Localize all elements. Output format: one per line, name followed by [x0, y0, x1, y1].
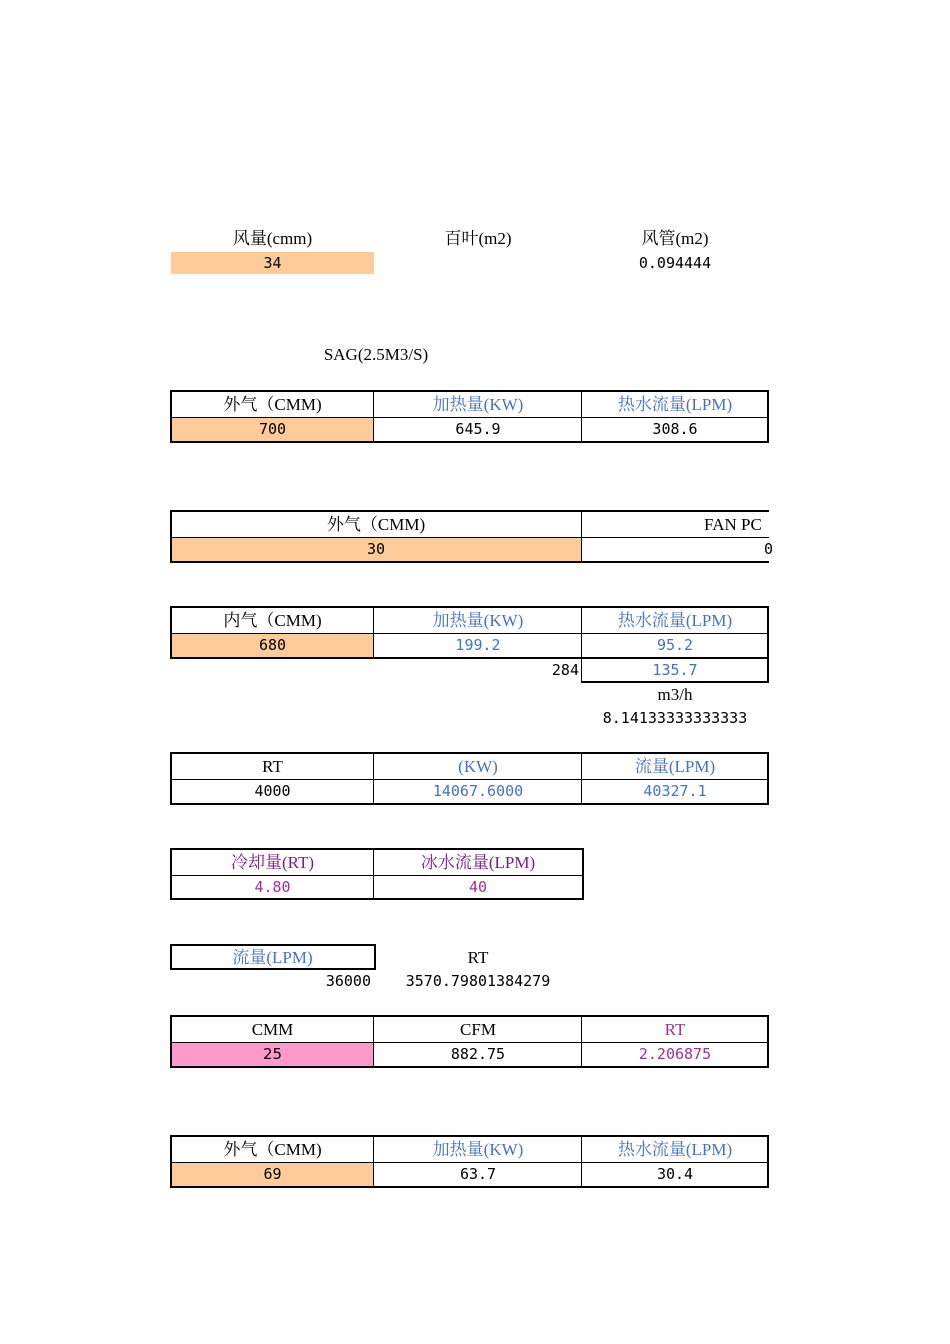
table8-border-bottom — [170, 1186, 769, 1188]
inside-hot-water-lpm-value[interactable]: 95.2 — [656, 636, 694, 654]
cooling-rt-value[interactable]: 4.80 — [254, 877, 291, 896]
table5-border-bottom — [170, 898, 584, 900]
table3-divider-1 — [373, 606, 374, 659]
table3-extra-bottom — [581, 681, 769, 683]
table7-border-top — [170, 1015, 769, 1017]
table6-border-bottom — [170, 968, 376, 970]
table7-border-mid — [170, 1042, 769, 1043]
table8-divider-2 — [581, 1135, 582, 1188]
table4-border-top — [170, 752, 769, 754]
heating-kw-header[interactable]: 加热量(KW) — [432, 395, 524, 414]
table4-border-bottom — [170, 803, 769, 805]
unit-m3h-label[interactable]: m3/h — [657, 684, 693, 704]
table8-border-mid — [170, 1162, 769, 1163]
flow-lpm-value[interactable]: 40327.1 — [643, 782, 707, 800]
table5-divider-1 — [373, 848, 374, 900]
hot-water-lpm-header[interactable]: 热水流量(LPM) — [617, 395, 733, 414]
table4-border-mid — [170, 779, 769, 780]
cmm-header[interactable]: CMM — [251, 1020, 294, 1039]
chilled-water-lpm-header[interactable]: 冰水流量(LPM) — [420, 853, 536, 872]
kw-value[interactable]: 14067.6000 — [432, 782, 524, 800]
hot-water-lpm-3-header[interactable]: 热水流量(LPM) — [617, 1140, 733, 1159]
airflow-cmm-input[interactable]: 34 — [171, 252, 374, 274]
table5-border-left — [170, 848, 172, 900]
table3-border-mid — [170, 633, 769, 634]
table1-border-left — [170, 390, 172, 443]
table2-divider-1 — [581, 510, 582, 563]
table6-border-right — [374, 944, 376, 970]
heating-kw-3-value[interactable]: 63.7 — [459, 1165, 497, 1183]
flow-lpm-header[interactable]: 流量(LPM) — [634, 757, 716, 776]
table1-divider-1 — [373, 390, 374, 443]
table5-border-mid — [170, 875, 584, 876]
inside-air-cmm-header[interactable]: 内气（CMM) — [223, 611, 322, 630]
kw-header[interactable]: (KW) — [458, 757, 498, 776]
table1-divider-2 — [581, 390, 582, 443]
table7-border-left — [170, 1015, 172, 1068]
outside-air-3-input[interactable]: 69 — [263, 1165, 282, 1183]
rt-3-value[interactable]: 2.206875 — [638, 1045, 712, 1063]
table6-border-left — [170, 944, 172, 970]
extra-right-value[interactable]: 135.7 — [652, 660, 698, 679]
outside-air-2-header[interactable]: 外气（CMM) — [326, 515, 426, 534]
table3-divider-2 — [581, 606, 582, 683]
table1-border-right — [767, 390, 769, 443]
fan-power-header[interactable]: FAN PC — [704, 515, 762, 534]
cmm-input[interactable]: 25 — [262, 1045, 283, 1063]
table2-border-mid — [170, 537, 769, 538]
table5-border-right — [582, 848, 584, 900]
rt-2-header[interactable]: RT — [467, 948, 489, 967]
table3-border-bottom — [170, 657, 769, 659]
table8-border-left — [170, 1135, 172, 1188]
table4-border-right — [767, 752, 769, 805]
rt-header[interactable]: RT — [262, 757, 283, 776]
table1-border-mid — [170, 417, 769, 418]
outside-air-3-header[interactable]: 外气（CMM) — [223, 1140, 322, 1159]
table3-border-right — [767, 606, 769, 683]
table7-divider-2 — [581, 1015, 582, 1068]
inside-heating-kw-header[interactable]: 加热量(KW) — [432, 611, 524, 630]
duct-m2-header[interactable]: 风管(m2) — [641, 228, 709, 248]
rt-value[interactable]: 4000 — [254, 782, 291, 800]
cfm-value[interactable]: 882.75 — [450, 1045, 506, 1063]
table8-border-right — [767, 1135, 769, 1188]
louver-m2-header[interactable]: 百叶(m2) — [444, 228, 512, 248]
airflow-cmm-header[interactable]: 风量(cmm) — [232, 228, 313, 248]
table3-border-left — [170, 606, 172, 659]
sag-title[interactable]: SAG(2.5M3/S) — [323, 344, 429, 364]
duct-m2-value[interactable]: 0.094444 — [638, 253, 712, 272]
cooling-rt-header[interactable]: 冷却量(RT) — [230, 853, 315, 872]
table2-border-top — [170, 510, 769, 512]
table5-border-top — [170, 848, 584, 850]
inside-hot-water-lpm-header[interactable]: 热水流量(LPM) — [617, 611, 733, 630]
inside-air-cmm-input[interactable]: 680 — [258, 636, 287, 654]
heating-kw-value[interactable]: 645.9 — [455, 420, 501, 438]
extra-left-value[interactable]: 284 — [551, 660, 579, 679]
table8-divider-1 — [373, 1135, 374, 1188]
flow-lpm-2-header[interactable]: 流量(LPM) — [232, 948, 313, 967]
table7-border-right — [767, 1015, 769, 1068]
heating-kw-3-header[interactable]: 加热量(KW) — [432, 1140, 524, 1159]
hot-water-lpm-value[interactable]: 308.6 — [652, 420, 698, 438]
table6-border-top — [170, 944, 376, 946]
table1-border-bottom — [170, 441, 769, 443]
table3-border-top — [170, 606, 769, 608]
table2-border-left — [170, 510, 172, 563]
outside-air-cmm-header[interactable]: 外气（CMM) — [223, 395, 322, 414]
table7-divider-1 — [373, 1015, 374, 1068]
inside-heating-kw-value[interactable]: 199.2 — [455, 636, 501, 654]
fan-power-value[interactable]: 0 — [764, 540, 774, 558]
table1-border-top — [170, 390, 769, 392]
outside-air-2-input[interactable]: 30 — [366, 540, 386, 558]
unit-m3h-value[interactable]: 8.14133333333333 — [602, 708, 748, 727]
cfm-header[interactable]: CFM — [460, 1020, 496, 1039]
table8-border-top — [170, 1135, 769, 1137]
rt-2-value[interactable]: 3570.79801384279 — [405, 971, 551, 990]
chilled-water-lpm-value[interactable]: 40 — [468, 877, 488, 896]
table4-divider-2 — [581, 752, 582, 805]
rt-3-header[interactable]: RT — [664, 1020, 686, 1039]
flow-lpm-2-value[interactable]: 36000 — [325, 971, 371, 990]
outside-air-cmm-input[interactable]: 700 — [258, 420, 287, 438]
hot-water-lpm-3-value[interactable]: 30.4 — [656, 1165, 694, 1183]
table4-divider-1 — [373, 752, 374, 805]
table2-border-bottom — [170, 561, 769, 563]
table4-border-left — [170, 752, 172, 805]
table7-border-bottom — [170, 1066, 769, 1068]
